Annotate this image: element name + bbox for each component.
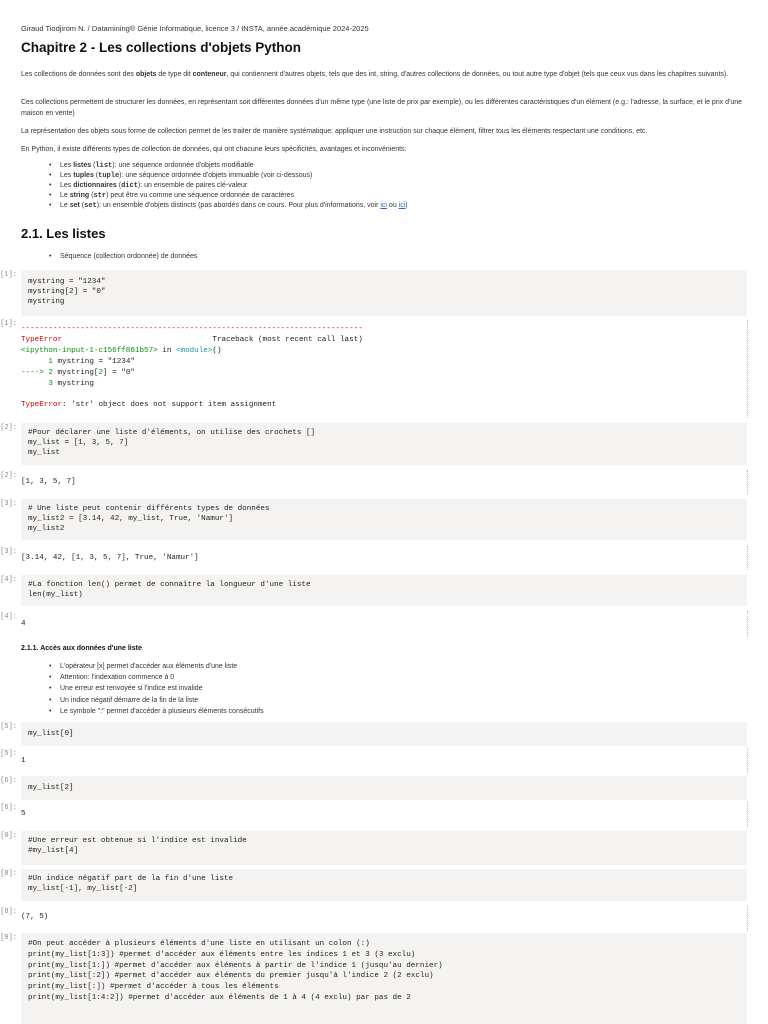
code-cell[interactable]: #Une erreur est obtenue si l'indice est invalide #my_list[4] [21, 831, 747, 865]
code-cell[interactable]: # Une liste peut contenir différents types de données my_list2 = [3.14, 42, my_list, True, 'Namur'] my_list2 [21, 499, 747, 540]
output-scroll-edge [747, 611, 748, 637]
list-item: • Le string (str) peut être vu comme une séquence ordonnée de caractères [60, 191, 408, 201]
input-prompt: [9]: [0, 934, 17, 942]
list-item: • Attention: l'indexation commence à 0 [60, 672, 264, 683]
output-prompt: [5]: [0, 750, 17, 758]
code-cell[interactable]: #Un indice négatif part de la fin d'une liste my_list[-1], my_list[-2] [21, 869, 747, 901]
list-item: • Le symbole ":" permet d'accéder à plusieurs éléments consécutifs [60, 706, 264, 717]
output-scroll-edge [747, 320, 748, 418]
output-scroll-edge [747, 802, 748, 827]
list-item: • Un indice négatif démarre de la fin de la liste [60, 695, 264, 706]
input-prompt: [4]: [0, 576, 17, 584]
output-scroll-edge [747, 546, 748, 570]
intro-paragraph-1: Les collections de données sont des objets de type dit conteneur, qui contiennent d'autres objets, tels que des int, string, d'autres collections de données, ou tout autre type d'objet (tels que ceux vus dans les chapitres suivants). [21, 71, 729, 78]
output-prompt: [6]: [0, 804, 17, 812]
input-prompt: [6]: [0, 777, 17, 785]
error-traceback: --------------------------------------------------------------------------- TypeError Traceback (most recent call last) <ipython-input-1-c156ff861b57> in <module>() 1 mystring = "1234" ----> 2 mystring[2] = "0" 3 mystring TypeError: 'str' object does not support item assignment [21, 325, 363, 410]
collection-types-list [60, 161, 408, 211]
chapter-title: Chapitre 2 - Les collections d'objets Python [21, 40, 302, 55]
intro-paragraph-2: Ces collections permettent de structurer les données, en représentant soit différentes données d'un même type (une liste de prix par exemple), ou les différentes caractéristiques d'un élément (e.g.: l'adresse, la surface, et le prix d'une maison en vente) [21, 99, 743, 117]
input-prompt: [2]: [0, 424, 17, 432]
input-prompt: [0]: [0, 832, 17, 840]
list-item: • Une erreur est renvoyée si l'indice est invalide [60, 683, 264, 694]
intro-paragraph-4: En Python, il existe différents types de collection de données, qui ont chacune leurs spécificités, avantages et inconvénients: [21, 146, 407, 153]
list-item: • Séquence (collection ordonnée) de données [60, 252, 197, 262]
set-link-2[interactable]: ici [398, 202, 406, 209]
output-prompt: [3]: [0, 548, 17, 556]
cell-output: 5 [21, 810, 26, 818]
cell-output: (7, 5) [21, 913, 49, 921]
section-heading-acces: 2.1.1. Accès aux données d'une liste [21, 645, 142, 652]
access-bullets [60, 661, 264, 717]
listes-bullets [60, 252, 197, 262]
output-scroll-edge [747, 470, 748, 494]
intro-paragraph-3: La représentation des objets sous forme de collection permet de les traiter de manière systématique: appliquer une instruction sur chaque élément, filtrer tous les éléments respectant une conditions, etc. [21, 128, 648, 135]
list-item: • Les dictionnaires (dict): un ensemble de paires clé-valeur [60, 181, 408, 191]
code-cell[interactable]: #On peut accéder à plusieurs éléments d'une liste en utilisant un colon (:) print(my_list[1:3]) #permet d'accéder aux éléments entre les indices 1 et 3 (3 exclu) print(my_list[1:]) #permet d'accéder aux éléments à partir de l'indice 1 (jusqu'au dernier) print(my_list[:2]) #permet d'accéder aux éléments du premier jusqu'à l'indice 2 (2 exclu) print(my_list[:]) #permet d'accéder à tous les éléments print(my_list[1:4:2]) #permet d'accéder aux éléments de 1 à 4 (4 exclu) par pas de 2 [21, 933, 747, 1024]
output-prompt: [4]: [0, 613, 17, 621]
output-prompt: [1]: [0, 320, 17, 328]
input-prompt: [5]: [0, 723, 17, 731]
output-scroll-edge [747, 748, 748, 773]
code-cell[interactable]: #Pour déclarer une liste d'éléments, on utilise des crochets [] my_list = [1, 3, 5, 7] my_list [21, 423, 747, 465]
input-prompt: [1]: [0, 271, 17, 279]
cell-output: 4 [21, 620, 26, 628]
set-link-1[interactable]: ici [380, 202, 387, 209]
list-item: • Le set (set): un ensemble d'objets distincts (pas abordés dans ce cours. Pour plus d'informations, voir ici ou ici) [60, 201, 408, 211]
code-cell[interactable]: mystring = "1234" mystring[2] = "0" mystring [21, 270, 747, 316]
input-prompt: [3]: [0, 500, 17, 508]
cell-output: [3.14, 42, [1, 3, 5, 7], True, 'Namur'] [21, 554, 199, 562]
code-cell[interactable]: my_list[2] [21, 776, 747, 800]
code-cell[interactable]: my_list[0] [21, 722, 747, 746]
output-prompt: [8]: [0, 908, 17, 916]
cell-output: 1 [21, 757, 26, 765]
input-prompt: [8]: [0, 870, 17, 878]
output-prompt: [2]: [0, 472, 17, 480]
cell-output: [1, 3, 5, 7] [21, 478, 76, 486]
list-item: • Les listes (list): une séquence ordonnée d'objets modifiable [60, 161, 408, 171]
code-cell[interactable]: #La fonction len() permet de connaître la longueur d'une liste len(my_list) [21, 575, 747, 606]
output-scroll-edge [747, 906, 748, 931]
page-header: Giraud Tiodjirom N. / Datamining® Génie Informatique, licence 3 / INSTA, année académique 2024-2025 [21, 24, 369, 33]
list-item: • Les tuples (tuple): une séquence ordonnée d'objets immuable (voir ci-dessous) [60, 171, 408, 181]
section-heading-listes: 2.1. Les listes [21, 226, 106, 241]
list-item: • L'opérateur [x] permet d'accéder aux éléments d'une liste [60, 661, 264, 672]
